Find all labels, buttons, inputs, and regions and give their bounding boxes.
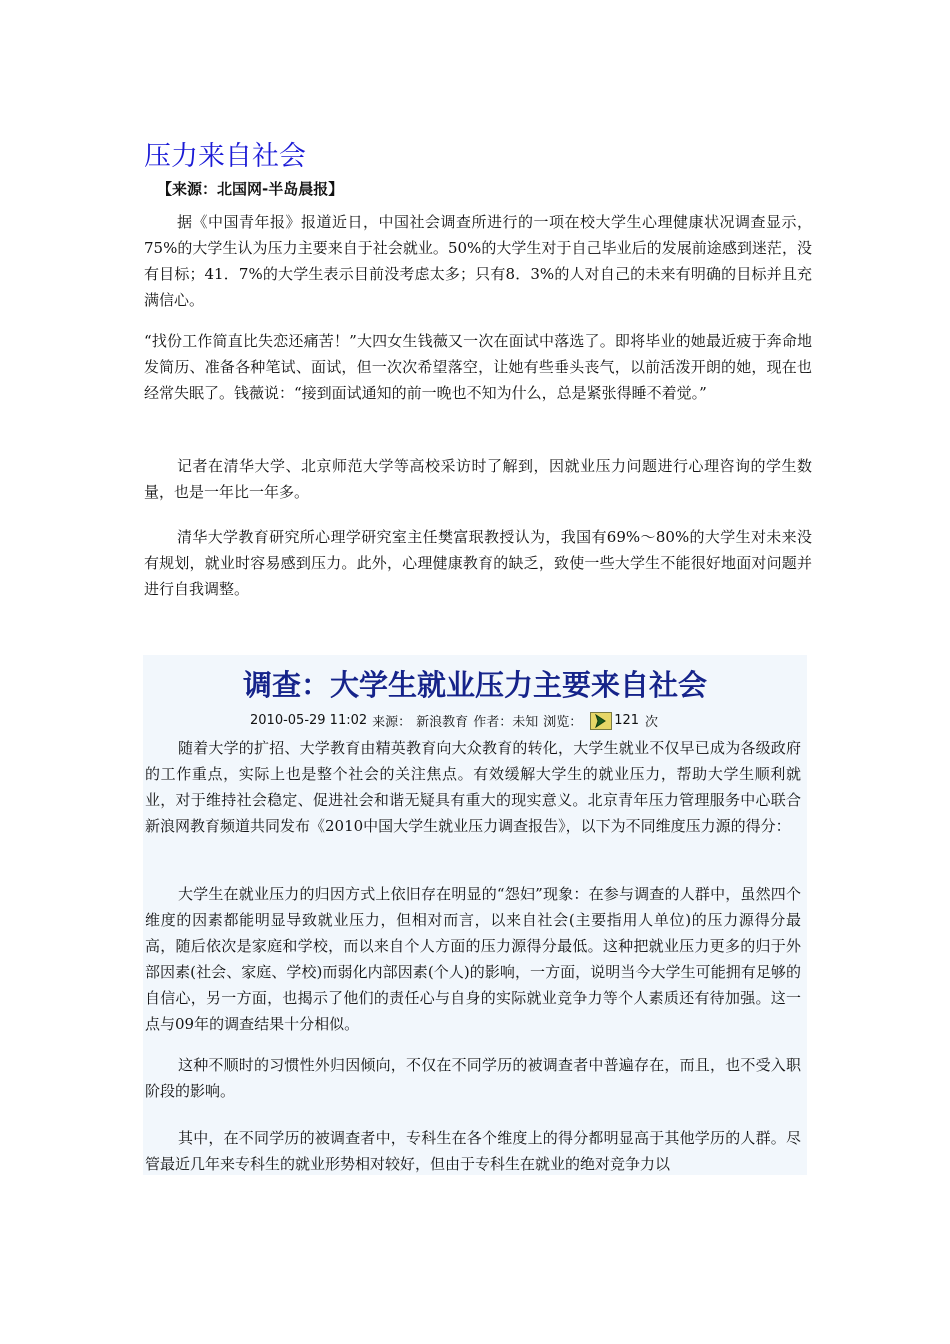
article-paragraph-2: “找份工作简直比失恋还痛苦！”大四女生钱薇又一次在面试中落选了。即将毕业的她最近疲于奔命地发简历、准备各种笔试、面试，但一次次希望落空，让她有些垂头丧气，以前活泼开朗的她，现在也经常失眠了。钱薇说：“接到面试通知的前一晚也不知为什么，总是紧张得睡不着觉。” — [144, 332, 812, 402]
survey-paragraph-1: 随着大学的扩招、大学教育由精英教育向大众教育的转化，大学生就业不仅早已成为各级政府的工作重点，实际上也是整个社会的关注焦点。有效缓解大学生的就业压力，帮助大学生顺利就业，对于维持社会稳定、促进社会和谐无疑具有重大的现实意义。北京青年压力管理服务中心联合新浪网教育频道共同发布《2010中国大学生就业压力调查报告》，以下为不同维度压力源的得分： — [145, 739, 801, 835]
article-source: 【来源：北国网-半岛晨报】 — [157, 180, 344, 198]
survey-paragraph-2: 大学生在就业压力的归因方式上依旧存在明显的“怨妇”现象：在参与调查的人群中，虽然四个维度的因素都能明显导致就业压力，但相对而言，以来自社会(主要指用人单位)的压力源得分最高，随后依次是家庭和学校，而以来自个人方面的压力源得分最低。这种把就业压力更多的归于外部因素(社会、家庭、学校)而弱化内部因素(个人)的影响，一方面，说明当今大学生可能拥有足够的自信心，另一方面，也揭示了他们的责任心与自身的实际就业竞争力等个人素质还有待加强。这一点与09年的调查结果十分相似。 — [145, 885, 801, 1033]
source-label: 来源： — [372, 715, 412, 730]
views-label: 浏览： — [543, 715, 583, 730]
survey-article-box — [143, 655, 807, 1175]
publish-datetime: 2010-05-29 11:02 — [250, 713, 368, 728]
article-meta — [250, 711, 658, 730]
survey-paragraph-4: 其中，在不同学历的被调查者中，专科生在各个维度上的得分都明显高于其他学历的人群。尽管最近几年来专科生的就业形势相对较好，但由于专科生在就业的绝对竞争力以 — [145, 1129, 801, 1173]
source-value: 新浪教育 — [416, 715, 469, 730]
article-title: 压力来自社会 — [144, 141, 306, 172]
article-paragraph-1: 据《中国青年报》报道近日，中国社会调查所进行的一项在校大学生心理健康状况调查显示，75%的大学生认为压力主要来自于社会就业。50%的大学生对于自己毕业后的发展前途感到迷茫，没有目标；41．7%的大学生表示目前没考虑太多；只有8．3%的人对自己的未来有明确的目标并且充满信心。 — [144, 213, 812, 309]
article-paragraph-4: 清华大学教育研究所心理学研究室主任樊富珉教授认为，我国有69%～80%的大学生对未来没有规划，就业时容易感到压力。此外，心理健康教育的缺乏，致使一些大学生不能很好地面对问题并进行自我调整。 — [144, 528, 812, 598]
views-count: 121 — [614, 713, 640, 728]
article-paragraph-3: 记者在清华大学、北京师范大学等高校采访时了解到，因就业压力问题进行心理咨询的学生数量，也是一年比一年多。 — [144, 457, 812, 501]
survey-article-title: 调查：大学生就业压力主要来自社会 — [242, 668, 707, 702]
author-label: 作者：未知 — [473, 715, 539, 730]
survey-paragraph-3: 这种不顺时的习惯性外归因倾向，不仅在不同学历的被调查者中普遍存在，而且，也不受入职阶段的影响。 — [145, 1056, 801, 1100]
views-icon — [590, 712, 612, 730]
views-unit: 次 — [645, 715, 659, 730]
